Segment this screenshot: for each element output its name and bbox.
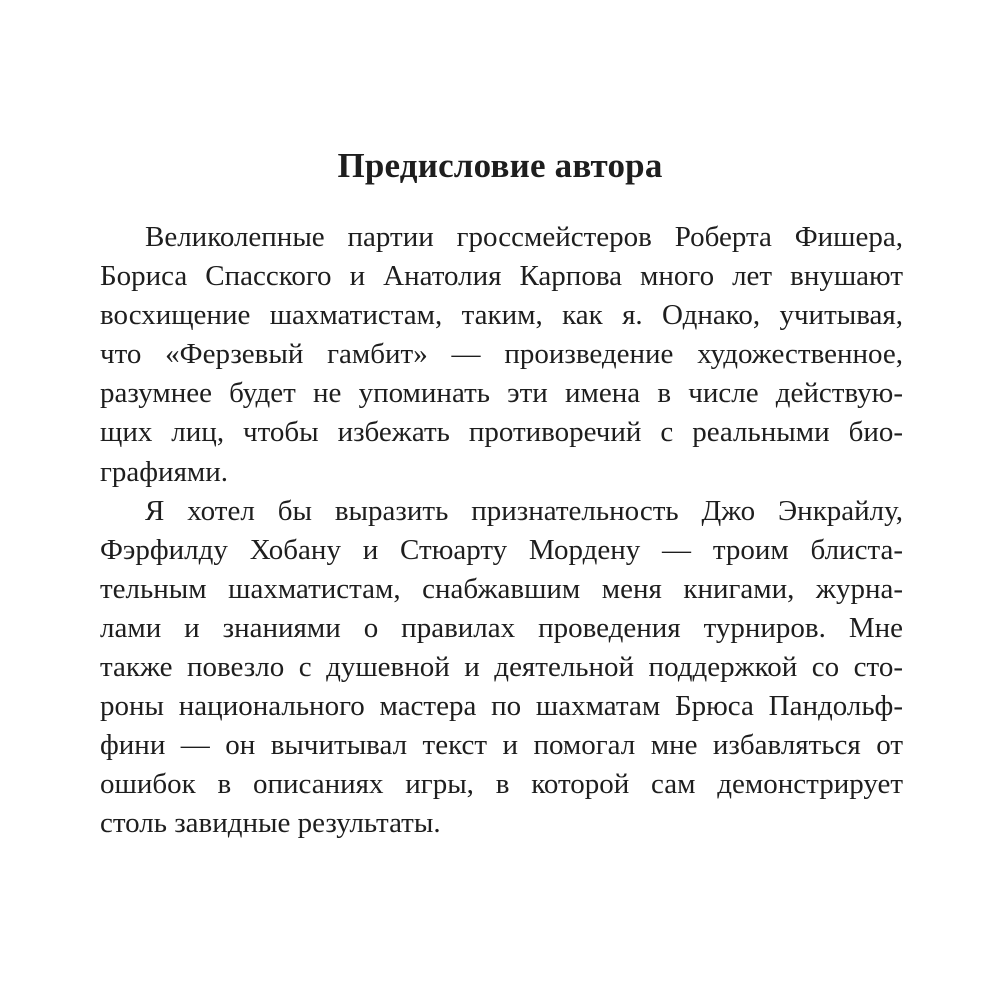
text-line: Я хотел бы выразить признательность Джо Энкрайлу,: [145, 494, 903, 527]
text-line: тельным шахматистам, снабжавшим меня книгами, журна-: [100, 572, 903, 605]
text-line: также повезло с душевной и деятельной поддержкой со сто-: [100, 651, 903, 684]
text-line: графиями.: [100, 455, 229, 488]
text-line: лами и знаниями о правилах проведения турниров. Мне: [100, 611, 903, 644]
text-line: щих лиц, чтобы избежать противоречий с реальными био-: [100, 416, 903, 449]
text-line: ошибок в описаниях игры, в которой сам демонстрирует: [100, 768, 903, 801]
text-line: Бориса Спасского и Анатолия Карпова много лет внушают: [100, 260, 903, 293]
text-line: роны национального мастера по шахматам Брюса Пандольф-: [100, 690, 903, 723]
page-title: Предисловие автора: [337, 146, 663, 185]
text-line: Фэрфилду Хобану и Стюарту Мордену — троим блиста-: [100, 533, 903, 566]
text-line: Великолепные партии гроссмейстеров Роберта Фишера,: [145, 221, 903, 253]
text-line: что «Ферзевый гамбит» — произведение художественное,: [100, 338, 903, 371]
text-line: столь завидные результаты.: [100, 807, 441, 840]
text-line: фини — он вычитывал текст и помогал мне избавляться от: [100, 729, 903, 762]
text-line: разумнее будет не упоминать эти имена в числе действую-: [100, 377, 903, 410]
text-line: восхищение шахматистам, таким, как я. Однако, учитывая,: [100, 299, 903, 332]
preface-text: [0, 218, 1000, 844]
